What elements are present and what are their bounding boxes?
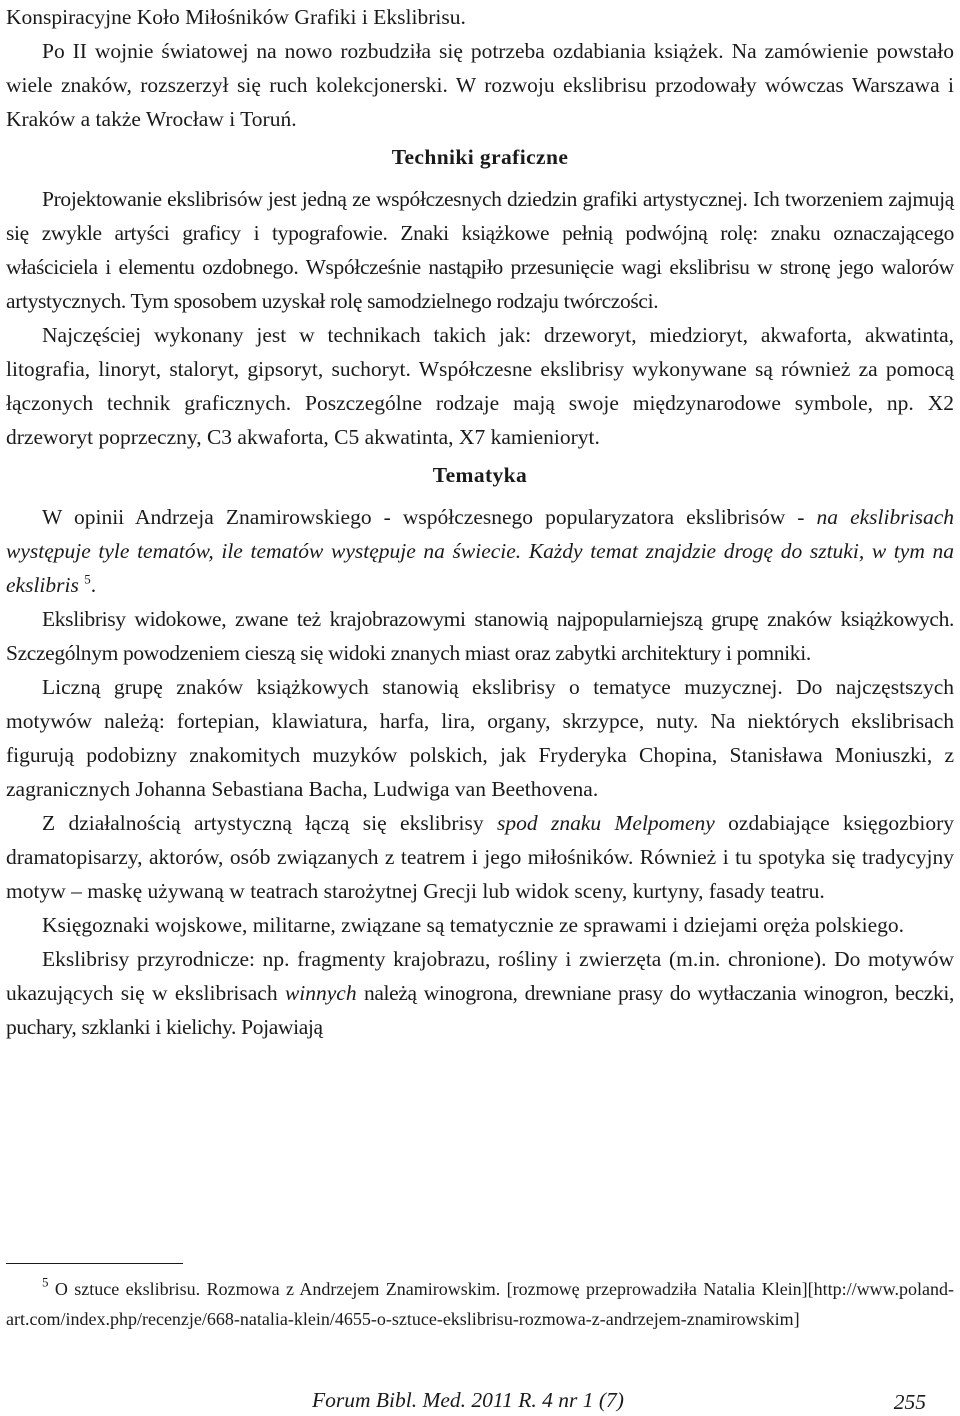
footnote-number: 5 (42, 1274, 49, 1290)
journal-footer: Forum Bibl. Med. 2011 R. 4 nr 1 (7) (312, 1388, 624, 1412)
paragraph-military: Księgoznaki wojskowe, militarne, związane są tematycznie ze sprawami i dziejami oręża polskiego. (42, 913, 905, 937)
paragraph-theatre (6, 806, 954, 908)
paragraph-intro-fragment: Konspiracyjne Koło Miłośników Grafiki i Ekslibrisu. (6, 5, 466, 29)
opinion-end: . (90, 573, 97, 597)
footnote-divider (6, 1263, 183, 1264)
paragraph-landscape: Ekslibrisy widokowe, zwane też krajobrazowymi stanowią najpopularniejszą grupę znaków książkowych. Szczególnym powodzeniem cieszą się widoki znanych miast oraz zabytki architektury i pomniki. (6, 607, 954, 665)
opinion-quote: na ekslibrisach występuje tyle tematów, ile tematów występuje na świecie. Każdy temat znajdzie drogę do sztuki, w tym na ekslibris (6, 505, 954, 597)
paragraph-postwar: Po II wojnie światowej na nowo rozbudziła się potrzeba ozdabiania książek. Na zamówienie powstało wiele znaków, rozszerzył się ruch kolekcjonerski. W rozwoju ekslibrisu przodowały wówczas Warszawa i Kraków a także Wrocław i Toruń. (6, 39, 954, 131)
opinion-intro: W opinii Andrzeja Znamirowskiego - współczesnego popularyzatora ekslibrisów - (42, 505, 805, 529)
paragraph-nature (6, 942, 954, 1044)
nature-rest: należą winogrona, drewniane prasy do wytłaczania winogron, beczki, puchary, szklanki i kielichy. Pojawiają (6, 981, 955, 1039)
section-heading-techniques: Techniki graficzne (391, 145, 569, 169)
theatre-italic: spod znaku Melpomeny (497, 811, 715, 835)
paragraph-music: Liczną grupę znaków książkowych stanowią ekslibrisy o tematyce muzycznej. Do najczęstszych motywów należą: fortepian, klawiatura, harfa, lira, organy, skrzypce, nuty. Na niektórych ekslibrisach figurują podobizny znakomitych muzyków polskich, jak Fryderyka Chopina, Stanisława Moniuszki, z zagranicznych Johanna Sebastiana Bacha, Ludwiga van Beethovena. (6, 675, 954, 801)
article-body (6, 0, 954, 1044)
footnote-reference[interactable]: 5 (84, 571, 91, 587)
paragraph-design: Projektowanie ekslibrisów jest jedną ze współczesnych dziedzin grafiki artystycznej. Ich tworzeniem zajmują się zwykle artyści graficy i typografowie. Znaki książkowe pełnią podwójną rolę: znaku oznaczającego właściciela i elementu ozdobnego. Współcześnie nastąpiło przesunięcie wagi ekslibrisu w stronę jego walorów artystycznych. Tym sposobem uzyskał rolę samodzielnego rodzaju twórczości. (6, 187, 954, 313)
section-heading-themes: Tematyka (432, 463, 528, 487)
nature-intro: Ekslibrisy przyrodnicze: np. fragmenty krajobrazu, rośliny i zwierzęta (m.in. chronione). Do motywów ukazujących się w ekslibrisach (6, 947, 954, 1005)
theatre-intro: Z działalnością artystyczną łączą się ekslibrisy (42, 811, 484, 835)
paragraph-opinion (6, 500, 954, 602)
theatre-rest: ozdabiające księgozbiory dramatopisarzy, aktorów, osób związanych z teatrem i jego miłośników. Również i tu spotyka się tradycyjny motyw – maskę używaną w teatrach starożytnej Grecji lub widok sceny, kurtyny, fasady teatru. (6, 811, 955, 903)
footnote-text: O sztuce ekslibrisu. Rozmowa z Andrzejem Znamirowskim. [rozmowę przeprowadziła Natalia Klein][http://www.poland-art.com/index.php/recenzje/668-natalia-klein/4655-o-sztuce-ekslibrisu-rozmowa-z-andrzejem-znamirowskim] (6, 1279, 954, 1329)
page-number: 255 (893, 1390, 926, 1414)
footnote (6, 1274, 954, 1334)
paragraph-techniques: Najczęściej wykonany jest w technikach takich jak: drzeworyt, miedzioryt, akwaforta, akwatinta, litografia, linoryt, staloryt, gipsoryt, suchoryt. Współczesne ekslibrisy wykonywane są również za pomocą łączonych technik graficznych. Poszczególne rodzaje mają swoje międzynarodowe symbole, np. X2 drzeworyt poprzeczny, C3 akwaforta, C5 akwatinta, X7 kamienioryt. (6, 323, 954, 449)
nature-italic: winnych (284, 981, 357, 1005)
